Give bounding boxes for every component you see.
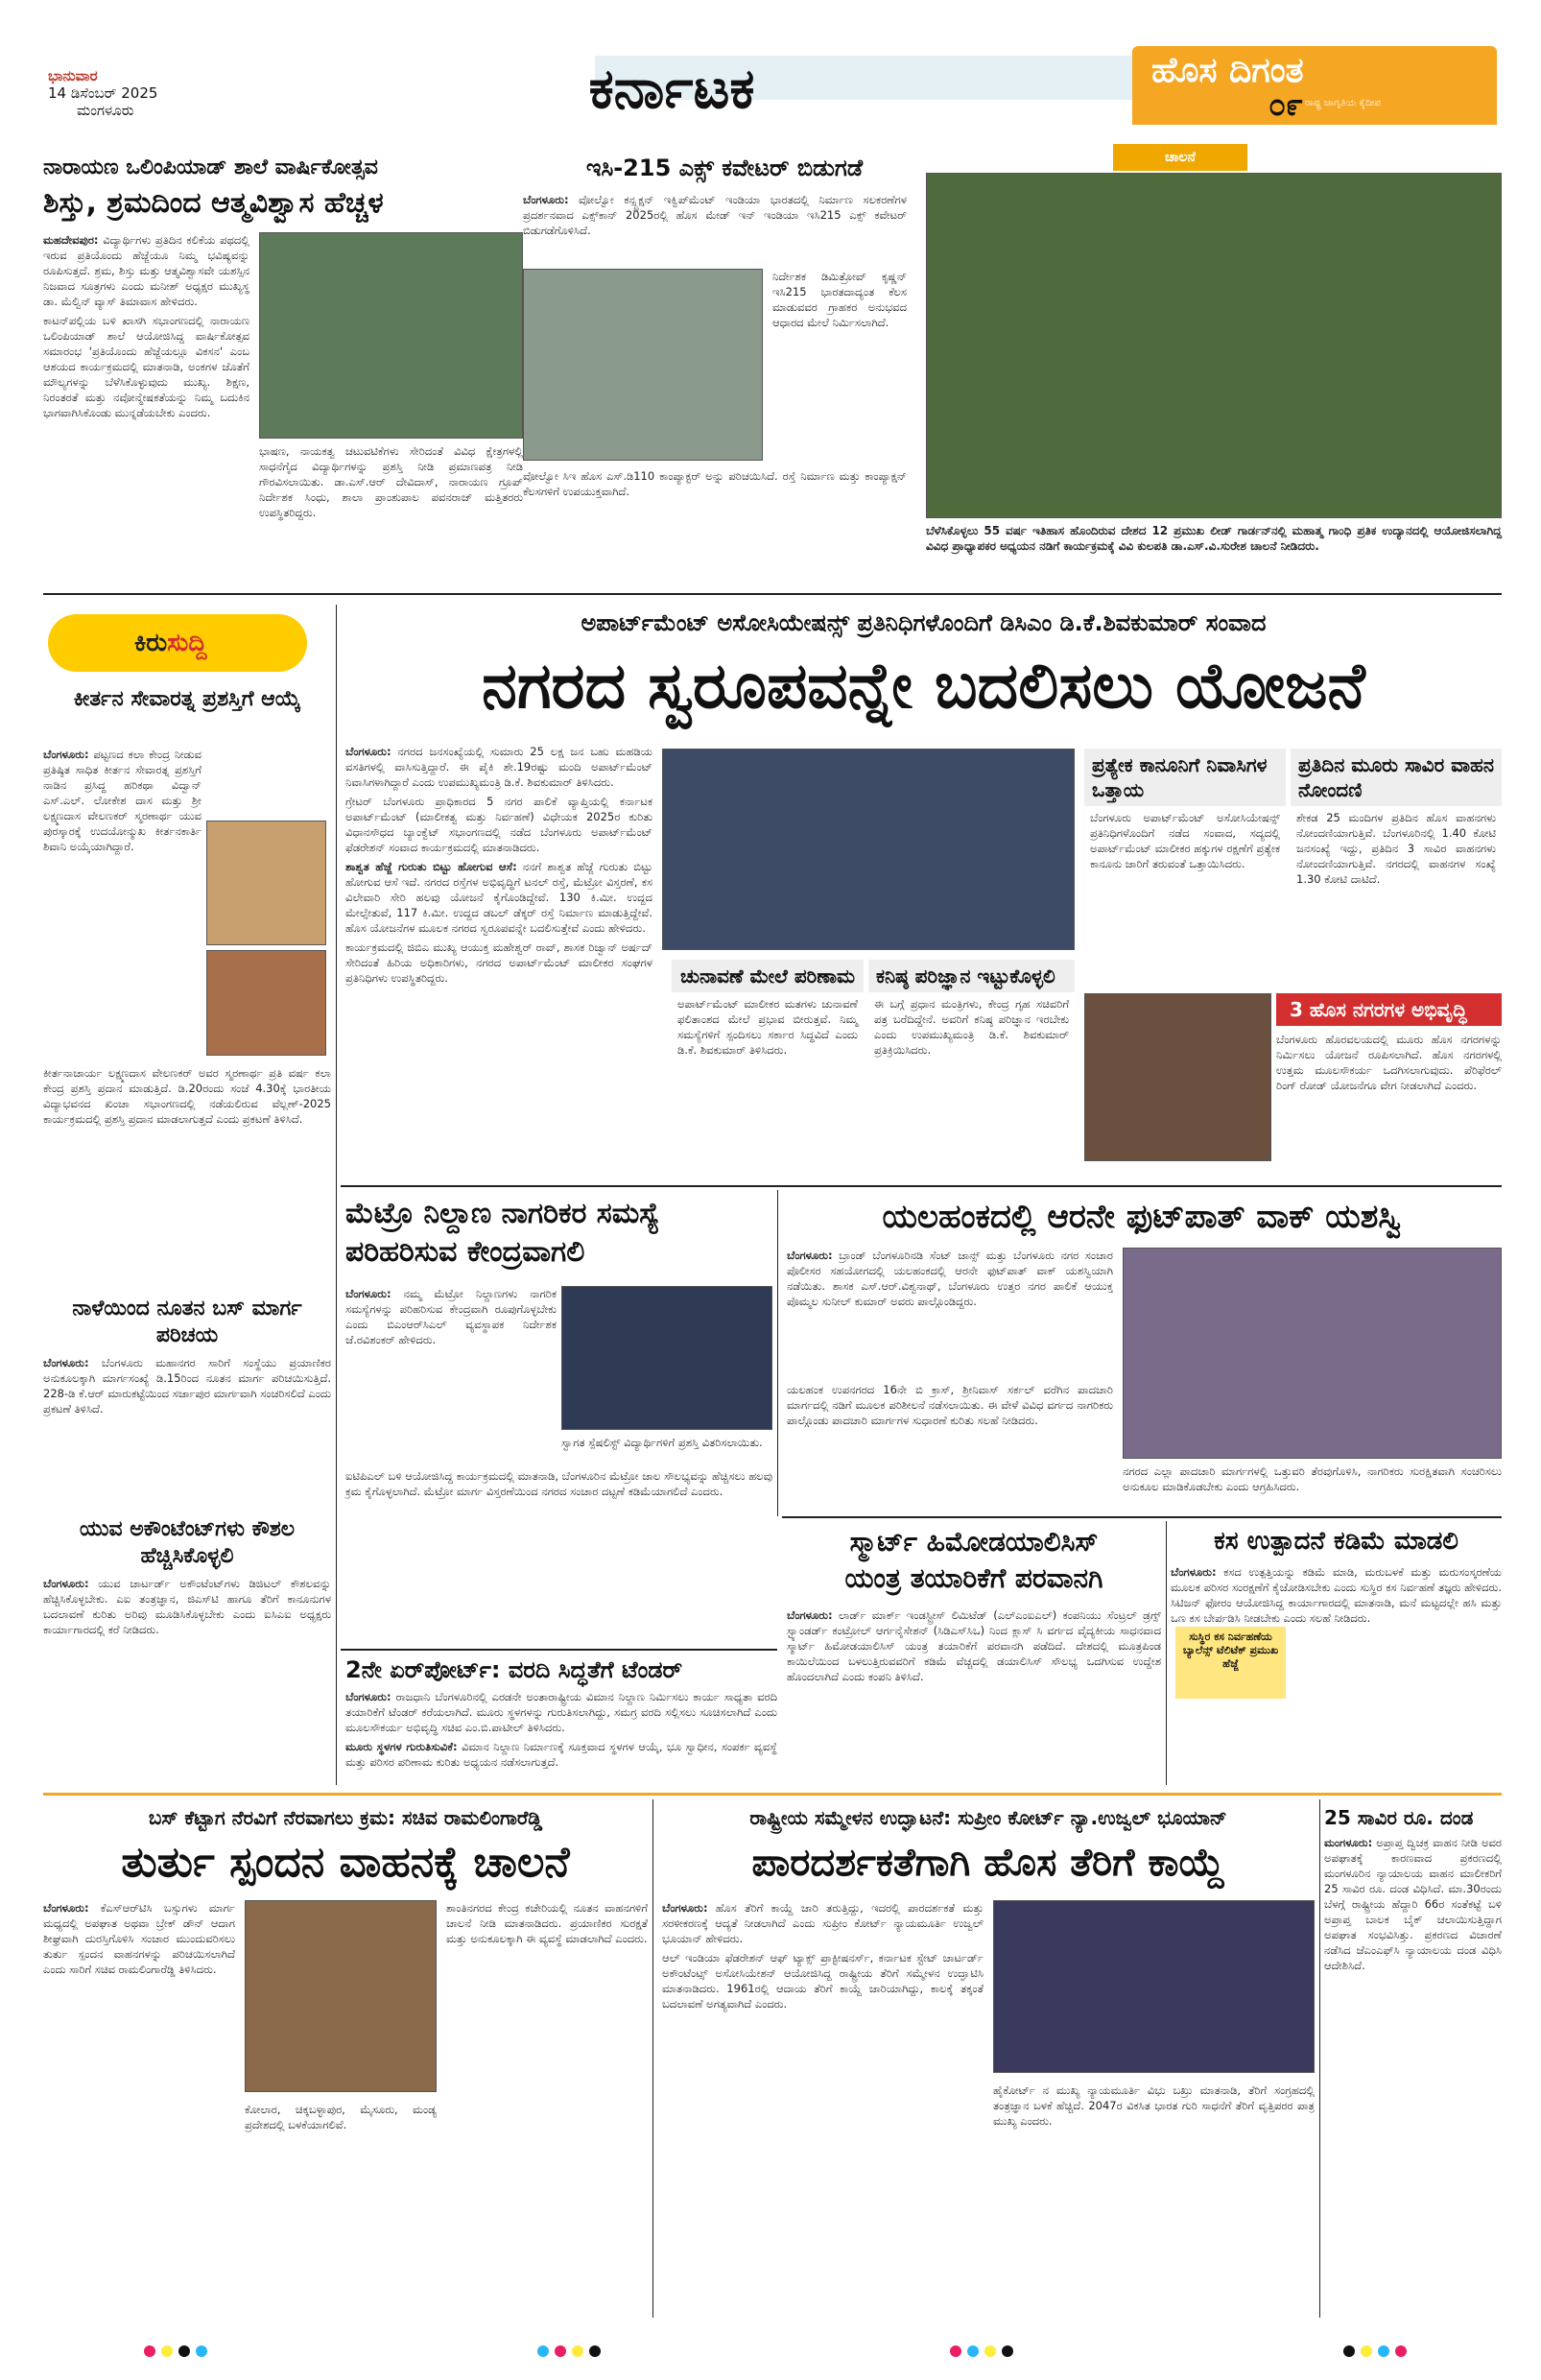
yellow-dot [984,2345,996,2357]
kiru-label-a: ಕಿರು [134,629,168,657]
box4-body: ಈ ಬಗ್ಗೆ ಪ್ರಧಾನ ಮಂತ್ರಿಗಳು, ಕೇಂದ್ರ ಗೃಹ ಸಚಿವರಿಗೆ ಪತ್ರ ಬರೆದಿದ್ದೇನೆ. ಅವರಿಗೆ ಕನಿಷ್ಠ ಪರಿಜ್ಞಾನ ಇರಬೇಕು ಎಂದು ಉಪಮುಖ್ಯಮಂತ್ರಿ ಡಿ.ಕೆ. ಶಿವಕುಮಾರ್ ಪ್ರತಿಕ್ರಿಯಿಸಿದರು. [874,997,1069,1057]
a2-body3: ವೋಲ್ವೋ ಸಿಇ ಹೊಸ ಎಸ್.ಡಿ110 ಕಾಂಪ್ಯಾಕ್ಟರ್ ಅನ್ನು ಪರಿಚಯಿಸಿದೆ. ರಸ್ತೆ ನಿರ್ಮಾಣ ಮತ್ತು ಕಾಂಪ್ಯಾಕ್ಷನ್ ಕೆಲಸಗಳಿಗೆ ಉಪಯುಕ್ತವಾಗಿದೆ. [523,469,907,498]
kiru-label-b: ಸುದ್ದಿ [167,629,207,657]
a9-kicker: ಬಸ್ ಕೆಟ್ಟಾಗ ನೆರವಿಗೆ ನೆರವಾಗಲು ಕ್ರಮ: ಸಚಿವ ರಾಮಲಿಂಗಾರೆಡ್ಡಿ [148,1806,543,1829]
a9-body-wrap [43,1900,235,1977]
a10-body-wrap [662,1900,984,2011]
a4-headline-1: ಮೆಟ್ರೊ ನಿಲ್ದಾಣ ನಾಗರಿಕರ ಸಮಸ್ಯೆ [345,1197,660,1230]
page-number: ೦೯ [1268,86,1303,123]
magenta-dot [144,2345,155,2357]
box5-body: ಬೆಂಗಳೂರು ಹೊರವಲಯದಲ್ಲಿ ಮೂರು ಹೊಸ ನಗರಗಳನ್ನು ನಿರ್ಮಿಸಲು ಯೋಜನೆ ರೂಪಿಸಲಾಗಿದೆ. ಹೊಸ ನಗರಗಳಲ್ಲಿ ಉತ್ತಮ ಮೂಲಸೌಕರ್ಯ ಒದಗಿಸಲಾಗುವುದು. ಪೆರಿಫೆರಲ್ ರಿಂಗ್ ರೋಡ್ ಯೋಜನೆಗೂ ವೇಗ ನೀಡಲಾಗಿದೆ ಎಂದರು. [1276,1033,1502,1092]
a10-kicker: ರಾಷ್ಟ್ರೀಯ ಸಮ್ಮೇಳನ ಉದ್ಘಾಟನೆ: ಸುಪ್ರೀಂ ಕೋರ್ಟ್ ನ್ಯಾ.ಉಜ್ವಲ್ ಭೂಯಾನ್ [749,1806,1227,1829]
a6-headline-2: ಯಂತ್ರ ತಯಾರಿಕೆಗೆ ಪರವಾನಗಿ [844,1562,1103,1594]
k1-dateline: ಬೆಂಗಳೂರು: [43,748,89,761]
a6-dateline: ಬೆಂಗಳೂರು: [787,1608,833,1622]
k1-body1-wrap [43,747,202,854]
a11-body-wrap [1324,1835,1502,1973]
box1 [1084,749,1286,875]
a8-headline: 2ನೇ ಏರ್‌ಪೋರ್ಟ್: ವರದಿ ಸಿದ್ಧತೆಗೆ ಟೆಂಡರ್ [345,1656,683,1683]
box2-body: ಶೇಕಡ 25 ಮಂದಿಗಳ ಪ್ರತಿದಿನ ಹೊಸ ವಾಹನಗಳು ನೋಂದಣಿಯಾಗುತ್ತಿವೆ. ಬೆಂಗಳೂರಿನಲ್ಲಿ 1.40 ಕೋಟಿ ಜನಸಂಖ್ಯೆ ಇದ್ದು, ಪ್ರತಿದಿನ 3 ಸಾವಿರ ವಾಹನಗಳು ನೋಂದಣಿಯಾಗುತ್ತಿವೆ. ನಗರದಲ್ಲಿ ವಾಹನಗಳ ಸಂಖ್ಯೆ 1.30 ಕೋಟಿ ದಾಟಿದೆ. [1296,811,1496,886]
lead-body2: ಗ್ರೇಟರ್ ಬೆಂಗಳೂರು ಪ್ರಾಧಿಕಾರದ 5 ನಗರ ಪಾಲಿಕೆ ವ್ಯಾಪ್ತಿಯಲ್ಲಿ ಕರ್ನಾಟಕ ಅಪಾರ್ಟ್‌ಮೆಂಟ್ (ಮಾಲೀಕತ್ವ ಮತ್ತು ನಿರ್ವಹಣೆ) ವಿಧೇಯಕ 2025ರ ಕುರಿತು ವಿಧಾನಸೌಧದ ಬ್ಯಾಂಕ್ವೆಟ್ ಸಭಾಂಗಣದಲ್ಲಿ ನಡೆದ ಬೆಂಗಳೂರು ಅಪಾರ್ಟ್‌ಮೆಂಟ್ ಫೆಡರೇಶನ್ ಸಂವಾದ ಕಾರ್ಯಕ್ರಮದಲ್ಲಿ ಮಾತನಾಡಿದರು. [345,795,652,854]
k2-head: ನಾಳೆಯಿಂದ ನೂತನ ಬಸ್ ಮಾರ್ಗ ಪರಿಚಯ [72,1297,302,1347]
divider-a6 [1166,1521,1167,1785]
box1-body: ಬೆಂಗಳೂರು ಅಪಾರ್ಟ್‌ಮೆಂಟ್ ಅಸೋಸಿಯೇಷನ್ಸ್ ಪ್ರತಿನಿಧಿಗಳೊಂದಿಗೆ ನಡೆದ ಸಂವಾದ, ಸದ್ಯದಲ್ಲಿ ಅಪಾರ್ಟ್‌ಮೆಂಟ್ ಮಾಲೀಕರ ಹಕ್ಕುಗಳ ರಕ್ಷಣೆಗೆ ಪ್ರತ್ಯೇಕ ಕಾನೂನು ಜಾರಿಗೆ ತರುವಂತೆ ಒತ್ತಾಯಿಸಿದರು. [1090,811,1280,870]
divider-kiru [336,605,337,1785]
a9-dateline: ಬೆಂಗಳೂರು: [43,1901,89,1915]
box2 [1291,749,1502,891]
box3 [672,960,864,1061]
a11-dateline: ಮಂಗಳೂರು: [1324,1836,1373,1849]
divider-top [43,593,1502,595]
masthead-date [48,67,317,119]
black-dot [178,2345,190,2357]
box1-head: ಪ್ರತ್ಯೇಕ ಕಾನೂನಿಗೆ ನಿವಾಸಿಗಳ ಒತ್ತಾಯ [1084,749,1286,806]
k1-photo-1 [206,821,326,945]
k1-photo-2 [206,950,326,1056]
k1-head: ಕೀರ್ತನ ಸೇವಾರತ್ನ ಪ್ರಶಸ್ತಿಗೆ ಆಯ್ಕೆ [73,687,301,711]
a5-body3: ನಗರದ ಎಲ್ಲಾ ಪಾದಚಾರಿ ಮಾರ್ಗಗಳಲ್ಲಿ ಒತ್ತುವರಿ ತೆರವುಗೊಳಿಸಿ, ನಾಗರಿಕರು ಸುರಕ್ಷಿತವಾಗಿ ಸಂಚರಿಸಲು ಅನುಕೂಲ ಮಾಡಿಕೊಡಬೇಕು ಎಂದು ಆಗ್ರಹಿಸಿದರು. [1123,1464,1502,1493]
a10-photo [993,1900,1315,2073]
a1-headline: ಶಿಸ್ತು, ಶ್ರಮದಿಂದ ಆತ್ಮವಿಶ್ವಾಸ ಹೆಚ್ಚಳ [43,186,384,220]
a9-photo [245,1900,437,2092]
a2-body1: ವೋಲ್ವೋ ಕನ್ಸ್ಟ್ರಕ್ಷನ್ ಇಕ್ವಿಪ್‌ಮೆಂಟ್ ಇಂಡಿಯಾ ಭಾರತದಲ್ಲಿ ನಿರ್ಮಾಣ ಸಲಕರಣೆಗಳ ಪ್ರದರ್ಶನವಾದ ಎಕ್ಸ್‌ಕಾನ್ 2025ರಲ್ಲಿ ಹೊಸ ಮೇಡ್ ಇನ್ ಇಂಡಿಯಾ ಇಸಿ215 ಎಕ್ಸ್ ಕವೇಟರ್ ಬಿಡುಗಡೆಗೊಳಿಸಿದೆ. [523,193,907,237]
a7-body: ಕಸದ ಉತ್ಪತ್ತಿಯನ್ನು ಕಡಿಮೆ ಮಾಡಿ, ಮರುಬಳಕೆ ಮತ್ತು ಮರುಸಂಸ್ಕರಣೆಯ ಮೂಲಕ ಪರಿಸರ ಸಂರಕ್ಷಣೆಗೆ ಕೈಜೋಡಿಸಬೇಕು ಎಂದು ಸುಸ್ಥಿರ ಕಸ ನಿರ್ವಹಣೆ ತಜ್ಞರು ಹೇಳಿದರು. ಸಿಟಿಜನ್ ಫೋರಂ ಆಯೋಜಿಸಿದ್ದ ಕಾರ್ಯಾಗಾರದಲ್ಲಿ ಮಾತನಾಡಿ, ಮನೆ ಮಟ್ಟದಲ್ಲೇ ಹಸಿ ಮತ್ತು ಒಣ ಕಸ ಬೇರ್ಪಡಿಸಿ ನೀಡಬೇಕು ಎಂದು ಸಲಹೆ ನೀಡಿದರು. [1171,1565,1503,1625]
lead-body4: ಕಾರ್ಯಕ್ರಮದಲ್ಲಿ ಜಿಬಿಎ ಮುಖ್ಯ ಆಯುಕ್ತ ಮಹೇಶ್ವರ್ ರಾವ್, ಶಾಸಕ ರಿಜ್ವಾನ್ ಅರ್ಷದ್ ಸೇರಿದಂತೆ ಹಿರಿಯ ಅಧಿಕಾರಿಗಳು, ನಗರದ ಅಪಾರ್ಟ್‌ಮೆಂಟ್ ಮಾಲೀಕರ ಸಂಘಗಳ ಪ್ರತಿನಿಧಿಗಳು ಉಪಸ್ಥಿತರಿದ್ದರು. [345,940,652,985]
a8-body: ರಾಜಧಾನಿ ಬೆಂಗಳೂರಿನಲ್ಲಿ ಎರಡನೇ ಅಂತಾರಾಷ್ಟ್ರೀಯ ವಿಮಾನ ನಿಲ್ದಾಣ ನಿರ್ಮಿಸಲು ಕಾರ್ಯ ಸಾಧ್ಯತಾ ವರದಿ ತಯಾರಿಕೆಗೆ ಟೆಂಡರ್ ಕರೆಯಲಾಗಿದೆ. ಮೂರು ಸ್ಥಳಗಳನ್ನು ಗುರುತಿಸಲಾಗಿದ್ದು, ಸಮಗ್ರ ವರದಿ ಸಲ್ಲಿಸಲು ಸೂಚಿಸಲಾಗಿದೆ ಎಂದು ಮೂಲಸೌಕರ್ಯ ಅಭಿವೃದ್ಧಿ ಸಚಿವ ಎಂ.ಬಿ.ಪಾಟೀಲ್ ತಿಳಿಸಿದರು. [345,1690,778,1734]
a4-caption: ಸ್ವಾಗತ ಸ್ಪೆಷಲಿಸ್ಟ್ ವಿದ್ಯಾರ್ಥಿಗಳಿಗೆ ಪ್ರಶಸ್ತಿ ವಿತರಿಸಲಾಯಿತು. [561,1436,763,1449]
a2-body2: ನಿರ್ದೇಶಕ ಡಿಮಿತ್ರೋವ್ ಕೃಷ್ಣನ್ ಇಸಿ215 ಭಾರತದಾದ್ಯಂತ ಕೆಲಸ ಮಾಡುವವರ ಗ್ರಾಹಕರ ಅನುಭವದ ಆಧಾರದ ಮೇಲೆ ನಿರ್ಮಿಸಲಾಗಿದೆ. [772,270,907,329]
a1-body-col1 [43,232,249,420]
k3-body-wrap [43,1576,331,1637]
k3-body: ಯುವ ಚಾರ್ಟರ್ಡ್ ಅಕೌಂಟೆಂಟ್‌ಗಳು ಡಿಜಿಟಲ್ ಕೌಶಲವನ್ನು ಹೆಚ್ಚಿಸಿಕೊಳ್ಳಬೇಕು. ಎಐ ತಂತ್ರಜ್ಞಾನ, ಜಿಎಸ್‌ಟಿ ಹಾಗೂ ತೆರಿಗೆ ಕಾನೂನುಗಳ ಬದಲಾವಣೆ ಕುರಿತು ಅರಿವು ಮೂಡಿಸಿಕೊಳ್ಳಬೇಕು ಎಂದು ಐಸಿಎಐ ಅಧ್ಯಕ್ಷರು ಕಾರ್ಯಾಗಾರದಲ್ಲಿ ಕರೆ ನೀಡಿದರು. [43,1577,331,1636]
a10-body3: ಹೈಕೋರ್ಟ್ ನ ಮುಖ್ಯ ನ್ಯಾಯಮೂರ್ತಿ ವಿಭು ಬಖ್ರು ಮಾತನಾಡಿ, ತೆರಿಗೆ ಸಂಗ್ರಹದಲ್ಲಿ ತಂತ್ರಜ್ಞಾನ ಬಳಕೆ ಹೆಚ್ಚಿದೆ. 2047ರ ವಿಕಸಿತ ಭಾರತ ಗುರಿ ಸಾಧನೆಗೆ ತೆರಿಗೆ ವೃತ್ತಿಪರರ ಪಾತ್ರ ಮುಖ್ಯ ಎಂದರು. [993,2083,1315,2128]
divider-a4 [777,1190,778,1516]
box5-head: 3 ಹೊಸ ನಗರಗಳ ಅಭಿವೃದ್ಧಿ [1276,993,1502,1026]
logo-text: ಹೊಸ ದಿಗಂತ [1151,51,1304,90]
a10-dateline: ಬೆಂಗಳೂರು: [662,1901,708,1915]
masthead-city: ಮಂಗಳೂರು [77,102,134,119]
a11-headline: 25 ಸಾವಿರ ರೂ. ದಂಡ [1324,1806,1474,1829]
black-dot [1002,2345,1013,2357]
cyan-dot [1378,2345,1389,2357]
k3-dateline: ಬೆಂಗಳೂರು: [43,1577,89,1590]
a5-dateline: ಬೆಂಗಳೂರು: [787,1249,833,1262]
a7-body-wrap [1171,1564,1502,1626]
a7-tag: ಸುಸ್ಥಿರ ಕಸ ನಿರ್ವಹಣೆಯ ಬ್ಯಾಲೆನ್ಸ್ ಟೆಲಿಟೆಕ್ ಪ್ರಮುಖ ಹೆಜ್ಜೆ [1175,1627,1286,1699]
divider-a8 [341,1649,777,1651]
a1-body2: ಕಾಟನ್‌ಪಲ್ಲಿಯ ಬಳಿ ಖಾಸಗಿ ಸಭಾಂಗಣದಲ್ಲಿ ನಾರಾಯಣ ಒಲಿಂಪಿಯಾಡ್ ಶಾಲೆ ಆಯೋಜಿಸಿದ್ದ ವಾರ್ಷಿಕೋತ್ಸವ ಸಮಾರಂಭ 'ಪ್ರತಿಯೊಂದು ಹೆಜ್ಜೆಯಲ್ಲೂ ವಿಕಸನ' ಎಂಬ ಆಶಯದ ಕಾರ್ಯಕ್ರಮದಲ್ಲಿ ಮಾತನಾಡಿ, ಅಂಕಗಳ ಜೊತೆಗೆ ಮೌಲ್ಯಗಳನ್ನು ಬೆಳೆಸಿಕೊಳ್ಳುವುದು ಮುಖ್ಯ. ಶಿಕ್ಷಣ, ನಿರಂತರತೆ ಮತ್ತು ನವೋನ್ಮೇಷಕತೆಯನ್ನು ನಿಮ್ಮ ಬದುಕಿನ ಭಾಗವಾಗಿಸಿಕೊಂಡು ಮುನ್ನಡೆಯಬೇಕು ಎಂದರು. [43,314,249,419]
magenta-dot [1395,2345,1407,2357]
black-dot [589,2345,601,2357]
a2-body1-wrap [523,192,907,238]
a3-photo [926,173,1502,518]
divider-a9 [652,1799,653,2318]
a1-photo [259,232,523,439]
magenta-dot [555,2345,566,2357]
a5-photo [1123,1248,1502,1459]
a10-body2: ಆಲ್ ಇಂಡಿಯಾ ಫೆಡರೇಶನ್ ಆಫ್ ಟ್ಯಾಕ್ಸ್ ಪ್ರಾಕ್ಟೀಷನರ್ಸ್, ಕರ್ನಾಟಕ ಸ್ಟೇಟ್ ಚಾರ್ಟರ್ಡ್ ಅಕೌಂಟೆಂಟ್ಸ್ ಅಸೋಸಿಯೇಶನ್ ಆಯೋಜಿಸಿದ್ದ ರಾಷ್ಟ್ರೀಯ ತೆರಿಗೆ ಸಮ್ಮೇಳನ ಉದ್ಘಾಟಿಸಿ ಮಾತನಾಡಿದರು. 1961ರಲ್ಲಿ ಆದಾಯ ತೆರಿಗೆ ಕಾಯ್ದೆ ಜಾರಿಯಾಗಿದ್ದು, ಕಾಲಕ್ಕೆ ತಕ್ಕಂತೆ ಬದಲಾವಣೆ ಅಗತ್ಯವಾಗಿದೆ ಎಂದರು. [662,1951,984,2011]
lead-dateline: ಬೆಂಗಳೂರು: [345,745,391,758]
lead-body3: ನನಗೆ ಶಾಶ್ವತ ಹೆಜ್ಜೆ ಗುರುತು ಬಿಟ್ಟು ಹೋಗುವ ಆಸೆ ಇದೆ. ನಗರದ ರಸ್ತೆಗಳ ಅಭಿವೃದ್ಧಿಗೆ ಟನಲ್ ರಸ್ತೆ, ಮೆಟ್ರೋ ವಿಸ್ತರಣೆ, ಕಸ ವಿಲೇವಾರಿ ಸೇರಿ ಹಲವು ಯೋಜನೆ ಕೈಗೊಂಡಿದ್ದೇವೆ. 130 ಕಿ.ಮೀ. ಉದ್ದದ ಮೇಲ್ಸೇತುವೆ, 117 ಕಿ.ಮೀ. ಉದ್ದದ ಡಬಲ್ ಡೆಕ್ಕರ್ ರಸ್ತೆ ನಿರ್ಮಾಣ ಮಾಡುತ್ತಿದ್ದೇವೆ. ಹೊಸ ಯೋಜನೆಗಳ ಮೂಲಕ ನಗರದ ಸ್ವರೂಪವನ್ನೇ ಬದಲಿಸುತ್ತೇವೆ ಎಂದು ಹೇಳಿದರು. [345,860,652,935]
a6-body: ಲಾರ್ಡ್ ಮಾರ್ಕ್ ಇಂಡಸ್ಟ್ರೀಸ್ ಲಿಮಿಟೆಡ್ (ಎಲ್‌ಎಂಐಎಲ್) ಕಂಪನಿಯು ಸೆಂಟ್ರಲ್ ಡ್ರಗ್ಸ್ ಸ್ಟ್ಯಾಂಡರ್ಡ್ ಕಂಟ್ರೋಲ್ ಆರ್ಗನೈಸೇಶನ್ (ಸಿಡಿಎಸ್‌ಸಿಒ) ನಿಂದ ಕ್ಲಾಸ್ ಸಿ ವರ್ಗದ ವೈದ್ಯಕೀಯ ಸಾಧನವಾದ ಸ್ಮಾರ್ಟ್ ಹಿಮೋಡಯಾಲಿಸಿಸ್ ಯಂತ್ರ ತಯಾರಿಕೆಗೆ ಪರವಾನಗಿ ಪಡೆದಿದೆ. ದೇಶದಲ್ಲಿ ಮೂತ್ರಪಿಂಡ ಕಾಯಿಲೆಯಿಂದ ಬಳಲುತ್ತಿರುವವರಿಗೆ ಕಡಿಮೆ ವೆಚ್ಚದಲ್ಲಿ ಡಯಾಲಿಸಿಸ್ ಸೌಲಭ್ಯ ಒದಗಿಸುವ ಉದ್ದೇಶ ಹೊಂದಲಾಗಿದೆ ಎಂದು ಕಂಪನಿ ತಿಳಿಸಿದೆ. [787,1608,1161,1683]
a3-tag: ಚಾಲನೆ [1113,144,1247,171]
a4-body-wrap [345,1286,557,1347]
a5-body1: ಬ್ರಾಂಡ್ ಬೆಂಗಳೂರಿನಡಿ ಸೆಂಟ್ ಜಾನ್ಸ್ ಮತ್ತು ಬೆಂಗಳೂರು ನಗರ ಸಂಚಾರ ಪೊಲೀಸರ ಸಹಯೋಗದಲ್ಲಿ ಯಲಹಂಕದಲ್ಲಿ ಆರನೇ ಫುಟ್‌ಪಾತ್ ವಾಕ್ ಯಶಸ್ವಿಯಾಗಿ ನಡೆಯಿತು. ಶಾಸಕ ಎಸ್.ಆರ್.ವಿಶ್ವನಾಥ್, ಬೆಂಗಳೂರು ಉತ್ತರ ನಗರ ಪಾಲಿಕೆ ಆಯುಕ್ತ ಪೊಮ್ಮಲ ಸುನೀಲ್ ಕುಮಾರ್ ಅವರು ಪಾಲ್ಗೊಂಡಿದ್ದರು. [787,1249,1113,1308]
k1-body2: ಕೀರ್ತನಾಚಾರ್ಯ ಲಕ್ಷ್ಮಣದಾಸ ವೇಲಣಕರ್ ಅವರ ಸ್ಮರಣಾರ್ಥ ಪ್ರತಿ ವರ್ಷ ಕಲಾ ಕೇಂದ್ರ ಪ್ರಶಸ್ತಿ ಪ್ರದಾನ ಮಾಡುತ್ತಿದೆ. ಡಿ.20ರಂದು ಸಂಜೆ 4.30ಕ್ಕೆ ಭಾರತೀಯ ವಿದ್ಯಾಭವನದ ಖಿಂಚಾ ಸಭಾಂಗಣದಲ್ಲಿ ನಡೆಯಲಿರುವ ವೆಲ್ಲಣ್-2025 ಕಾರ್ಯಕ್ರಮದಲ್ಲಿ ಪ್ರಶಸ್ತಿ ಪ್ರದಾನ ಮಾಡಲಾಗುತ್ತದೆ ಎಂದು ಪ್ರಕಟಣೆ ತಿಳಿಸಿದೆ. [43,1066,331,1126]
a4-body2: ಐಟಿಪಿಎಲ್ ಬಳಿ ಆಯೋಜಿಸಿದ್ದ ಕಾರ್ಯಕ್ರಮದಲ್ಲಿ ಮಾತನಾಡಿ, ಬೆಂಗಳೂರಿನ ಮೆಟ್ರೋ ಜಾಲ ಸೌಲಭ್ಯವನ್ನು ಹೆಚ್ಚಿಸಲು ಹಲವು ಕ್ರಮ ಕೈಗೊಳ್ಳಲಾಗಿದೆ. ಮೆಟ್ರೋ ಮಾರ್ಗ ವಿಸ್ತರಣೆಯಿಂದ ನಗರದ ಸಂಚಾರ ದಟ್ಟಣೆ ಕಡಿಮೆಯಾಗಲಿದೆ ಎಂದರು. [345,1469,772,1498]
a1-body3: ಭಾಷಣ, ನಾಯಕತ್ವ ಚಟುವಟಿಕೆಗಳು ಸೇರಿದಂತೆ ವಿವಿಧ ಕ್ಷೇತ್ರಗಳಲ್ಲಿ ಸಾಧನೆಗೈದ ವಿದ್ಯಾರ್ಥಿಗಳನ್ನು ಪ್ರಶಸ್ತಿ ನೀಡಿ ಪ್ರಮಾಣಪತ್ರ ನೀಡಿ ಗೌರವಿಸಲಾಯಿತು. ಡಾ.ಎಸ್.ಆರ್ ದೇವಿದಾಸ್, ನಾರಾಯಣ ಗ್ರೂಪ್ ನಿರ್ದೇಶಕ ಸಿಂಧು, ಶಾಲಾ ಪ್ರಾಂಶುಪಾಲ ಪವನರಾಜ್ ಮತ್ತಿತರರು ಉಪಸ್ಥಿತರಿದ್ದರು. [259,444,523,519]
a5-body-wrap [787,1248,1113,1309]
divider-a5 [782,1516,1502,1518]
a9-caption: ಕೋಲಾರ, ಚಿಕ್ಕಬಳ್ಳಾಪುರ, ಮೈಸೂರು, ಮಂಡ್ಯ ಪ್ರದೇಶದಲ್ಲಿ ಬಳಕೆಯಾಗಲಿವೆ. [245,2103,437,2131]
a4-body1: ನಮ್ಮ ಮೆಟ್ರೋ ನಿಲ್ದಾಣಗಳು ನಾಗರಿಕ ಸಮಸ್ಯೆಗಳನ್ನು ಪರಿಹರಿಸುವ ಕೇಂದ್ರವಾಗಿ ರೂಪುಗೊಳ್ಳಬೇಕು ಎಂದು ಬಿಎಂಆರ್‌ಸಿಎಲ್ ವ್ಯವಸ್ಥಾಪಕ ನಿರ್ದೇಶಕ ಜೆ.ರವಿಶಂಕರ್ ಹೇಳಿದರು. [345,1287,557,1346]
a9-body1: ಕೆಎಸ್‌ಆರ್‌ಟಿಸಿ ಬಸ್ಸುಗಳು ಮಾರ್ಗ ಮಧ್ಯದಲ್ಲಿ ಅಪಘಾತ ಅಥವಾ ಬ್ರೇಕ್ ಡೌನ್ ಆದಾಗ ಶೀಘ್ರವಾಗಿ ದುರಸ್ತಿಗೊಳಿಸಿ ಸಂಚಾರ ಮುಂದುವರಿಸಲು ತುರ್ತು ಸ್ಪಂದನ ವಾಹನಗಳನ್ನು ಪರಿಚಯಿಸಲಾಗಿದೆ ಎಂದು ಸಾರಿಗೆ ಸಚಿವ ರಾಮಲಿಂಗಾರೆಡ್ಡಿ ತಿಳಿಸಿದರು. [43,1901,235,1976]
a10-headline: ಪಾರದರ್ಶಕತೆಗಾಗಿ ಹೊಸ ತೆರಿಗೆ ಕಾಯ್ದೆ [751,1841,1225,1885]
cyan-dot [967,2345,979,2357]
lead-body1: ನಗರದ ಜನಸಂಖ್ಯೆಯಲ್ಲಿ ಸುಮಾರು 25 ಲಕ್ಷ ಜನ ಬಹು ಮಹಡಿಯ ವಸತಿಗಳಲ್ಲಿ ವಾಸಿಸುತ್ತಿದ್ದಾರೆ. ಈ ಪೈಕಿ ಶೇ.19ರಷ್ಟು ಮಂದಿ ಅಪಾರ್ಟ್‌ಮೆಂಟ್ ನಿವಾಸಿಗಳಾಗಿದ್ದಾರೆ ಎಂದು ಉಪಮುಖ್ಯಮಂತ್ರಿ ಡಿ.ಕೆ. ಶಿವಕುಮಾರ್ ತಿಳಿಸಿದರು. [345,745,652,789]
lead-headline: ನಗರದ ಸ್ವರೂಪವನ್ನೇ ಬದಲಿಸಲು ಯೋಜನೆ [482,649,1365,723]
cyan-dot [537,2345,549,2357]
k1-body1: ಪಟ್ಟಣದ ಕಲಾ ಕೇಂದ್ರ ನೀಡುವ ಪ್ರತಿಷ್ಠಿತ ಸಾಧಿತ ಕೀರ್ತನ ಸೇವಾರತ್ನ ಪ್ರಶಸ್ತಿಗೆ ನಾಡಿನ ಪ್ರಸಿದ್ಧ ಹರಿಕಥಾ ವಿದ್ವಾನ್ ಎಸ್.ಎಲ್. ಲೋಕೇಶ ದಾಸ ಮತ್ತು ಶ್ರೀ ಲಕ್ಷ್ಮಣದಾಸ ವೇಲಣಕರ್ ಸ್ಮರಣಾರ್ಥ ಯುವ ಪುರಸ್ಕಾರಕ್ಕೆ ಉದಯೋನ್ಮುಖ ಕೀರ್ತನಕಾರ್ತಿ ಶಿವಾನಿ ಅಯ್ಕೆಯಾಗಿದ್ದಾರೆ. [43,748,202,853]
a8-dateline: ಬೆಂಗಳೂರು: [345,1690,391,1703]
k2-body-wrap [43,1355,331,1416]
kiru-suddi-label [48,614,307,672]
a2-dateline: ಬೆಂಗಳೂರು: [523,193,569,206]
a4-dateline: ಬೆಂಗಳೂರು: [345,1287,391,1300]
a9-body2: ಶಾಂತಿನಗರದ ಕೇಂದ್ರ ಕಚೇರಿಯಲ್ಲಿ ನೂತನ ವಾಹನಗಳಿಗೆ ಚಾಲನೆ ನೀಡಿ ಮಾತನಾಡಿದರು. ಪ್ರಯಾಣಿಕರ ಸುರಕ್ಷತೆ ಮತ್ತು ಅನುಕೂಲಕ್ಕಾಗಿ ಈ ವ್ಯವಸ್ಥೆ ಮಾಡಲಾಗಿದೆ ಎಂದರು. [446,1901,648,1945]
lead-body-col [345,744,652,986]
divider-bottom [43,1793,1502,1796]
lead-sub1: ಶಾಶ್ವತ ಹೆಜ್ಜೆ ಗುರುತು ಬಿಟ್ಟು ಹೋಗುವ ಆಸೆ: [345,860,517,873]
a7-headline: ಕಸ ಉತ್ಪಾದನೆ ಕಡಿಮೆ ಮಾಡಲಿ [1214,1527,1458,1556]
masthead-day: ಭಾನುವಾರ [48,67,98,84]
k3-head: ಯುವ ಅಕೌಂಟೆಂಟ್‌ಗಳು ಕೌಶಲ ಹೆಚ್ಚಿಸಿಕೊಳ್ಳಲಿ [79,1517,296,1568]
k2-dateline: ಬೆಂಗಳೂರು: [43,1356,89,1369]
registration-marks [0,2345,1541,2357]
logo-tagline: ರಾಷ್ಟ್ರ ಜಾಗೃತಿಯ ಕೈದೀಪ [1305,98,1381,108]
lead-kicker: ಅಪಾರ್ಟ್‌ಮೆಂಟ್ ಅಸೋಸಿಯೇಷನ್ಸ್ ಪ್ರತಿನಿಧಿಗಳೊಂದಿಗೆ ಡಿಸಿಎಂ ಡಿ.ಕೆ.ಶಿವಕುಮಾರ್ ಸಂವಾದ [581,609,1267,636]
masthead-date-text: 14 ಡಿಸೆಂಬರ್ 2025 [48,84,158,102]
a4-headline-2: ಪರಿಹರಿಸುವ ಕೇಂದ್ರವಾಗಲಿ [345,1235,585,1269]
box3-body: ಅಪಾರ್ಟ್‌ಮೆಂಟ್ ಮಾಲೀಕರ ಮತಗಳು ಚುನಾವಣೆ ಫಲಿತಾಂಶದ ಮೇಲೆ ಪ್ರಭಾವ ಬೀರುತ್ತವೆ. ನಿಮ್ಮ ಸಮಸ್ಯೆಗಳಿಗೆ ಸ್ಪಂದಿಸಲು ಸರ್ಕಾರ ಸಿದ್ಧವಿದೆ ಎಂದು ಡಿ.ಕೆ. ಶಿವಕುಮಾರ್ ತಿಳಿಸಿದರು. [677,997,858,1057]
a1-kicker: ನಾರಾಯಣ ಒಲಿಂಪಿಯಾಡ್ ಶಾಲೆ ವಾರ್ಷಿಕೋತ್ಸವ [43,155,378,179]
section-title: ಕರ್ನಾಟಕ [588,56,755,121]
yellow-dot [161,2345,173,2357]
yellow-dot [572,2345,583,2357]
box2-head: ಪ್ರತಿದಿನ ಮೂರು ಸಾವಿರ ವಾಹನ ನೋಂದಣಿ [1291,749,1502,806]
a3-caption: ಬೆಳೆಸಿಕೊಳ್ಳಲು 55 ವರ್ಷ ಇತಿಹಾಸ ಹೊಂದಿರುವ ದೇಶದ 12 ಪ್ರಮುಖ ಲೀಡ್ ಗಾರ್ಡನ್‌ನಲ್ಲಿ ಮಹಾತ್ಮ ಗಾಂಧಿ ಪ್ರತಿಕ ಉದ್ಯಾನದಲ್ಲಿ ಆಯೋಜಿಸಲಾಗಿದ್ದ ವಿವಿಧ ಪ್ರಾಧ್ಯಾಪಕರ ಅಧ್ಯಯನ ನಡಿಗೆ ಕಾರ್ಯಕ್ರಮಕ್ಕೆ ವಿವಿ ಕುಲಪತಿ ಡಾ.ಎಸ್.ವಿ.ಸುರೇಶ ಚಾಲನೆ ನೀಡಿದರು. [926,524,1502,553]
a5-headline: ಯಲಹಂಕದಲ್ಲಿ ಆರನೇ ಫುಟ್‌ಪಾತ್ ವಾಕ್ ಯಶಸ್ವಿ [882,1198,1402,1236]
divider-mid [341,1185,1502,1187]
a1-body1: ವಿದ್ಯಾರ್ಥಿಗಳು ಪ್ರತಿದಿನ ಕಲಿಕೆಯ ಪಥದಲ್ಲಿ ಇರುವ ಪ್ರತಿಯೊಂದು ಹೆಜ್ಜೆಯೂ ನಿಮ್ಮ ಭವಿಷ್ಯವನ್ನು ರೂಪಿಸುತ್ತದೆ. ಶ್ರಮ, ಶಿಸ್ತು ಮತ್ತು ಆತ್ಮವಿಶ್ವಾಸವೇ ಯಶಸ್ಸಿನ ನಿಜವಾದ ಸೂತ್ರಗಳು ಎಂದು ಮನೀಶ್ ಅಧ್ಯಕ್ಷರ ಮುಖ್ಯಸ್ಥ ಡಾ. ಮೆಲ್ವಿನ್ ವ್ಯಾಸ್ ತಿಮಾವಾಸ ಹೇಳಿದರು. [43,233,250,308]
cyan-dot [196,2345,207,2357]
box4-head: ಕನಿಷ್ಠ ಪರಿಜ್ಞಾನ ಇಟ್ಟುಕೊಳ್ಳಲಿ [868,960,1075,992]
a2-headline: ಇಸಿ-215 ಎಕ್ಸ್ ಕವೇಟರ್ ಬಿಡುಗಡೆ [585,155,864,181]
k2-body: ಬೆಂಗಳೂರು ಮಹಾನಗರ ಸಾರಿಗೆ ಸಂಸ್ಥೆಯು ಪ್ರಯಾಣಿಕರ ಅನುಕೂಲಕ್ಕಾಗಿ ಮಾರ್ಗಸಂಖ್ಯೆ ಡಿ.15ರಿಂದ ನೂತನ ಮಾರ್ಗ ಪರಿಚಯಿಸುತ್ತಿದೆ. 228-ಡಿ ಕೆ.ಆರ್ ಮಾರುಕಟ್ಟೆಯಿಂದ ಸರ್ಜಾಪುರ ಮಾರ್ಗವಾಗಿ ಸಂಚರಿಸಲಿದೆ ಎಂದು ಪ್ರಕಟಣೆ ತಿಳಿಸಿದೆ. [43,1356,332,1416]
box4 [868,960,1075,1061]
a11-body: ಅಪ್ರಾಪ್ತ ದ್ವಿಚಕ್ರ ವಾಹನ ನೀಡಿ ಅವರ ಅಪಘಾತಕ್ಕೆ ಕಾರಣವಾದ ಪ್ರಕರಣದಲ್ಲಿ ಮಂಗಳೂರಿನ ನ್ಯಾಯಾಲಯ ವಾಹನ ಮಾಲೀಕರಿಗೆ 25 ಸಾವಿರ ರೂ. ದಂಡ ವಿಧಿಸಿದೆ. ಮಾ.30ರಂದು ಬೆಳಗ್ಗೆ ರಾಷ್ಟ್ರೀಯ ಹೆದ್ದಾರಿ 66ರ ಸಂತೆಕಟ್ಟೆ ಬಳಿ ಅಪ್ರಾಪ್ತ ಬಾಲಕ ಬೈಕ್ ಚಲಾಯಿಸುತ್ತಿದ್ದಾಗ ಅಪಘಾತ ಸಂಭವಿಸಿತ್ತು. ಪ್ರಕರಣದ ವಿಚಾರಣೆ ನಡೆಸಿದ ಜೆಎಂಎಫ್‌ಸಿ ನ್ಯಾಯಾಲಯ ದಂಡ ವಿಧಿಸಿ ಆದೇಶಿಸಿದೆ. [1324,1836,1502,1972]
a7-dateline: ಬೆಂಗಳೂರು: [1171,1565,1217,1579]
box5-photo [1084,993,1271,1161]
a5-body2: ಯಲಹಂಕ ಉಪನಗರದ 16ನೇ ಬಿ ಕ್ರಾಸ್, ಶ್ರೀನಿವಾಸ್ ಸರ್ಕಲ್ ವರೆಗಿನ ಪಾದಚಾರಿ ಮಾರ್ಗದಲ್ಲಿ ನಡಿಗೆ ಮೂಲಕ ಪರಿಶೀಲನೆ ನಡೆಸಲಾಯಿತು. ಈ ವೇಳೆ ವಿವಿಧ ವರ್ಗದ ನಾಗರಿಕರು ಪಾಲ್ಗೊಂಡು ಪಾದಚಾರಿ ಮಾರ್ಗಗಳ ಸುಧಾರಣೆ ಕುರಿತು ಸಲಹೆ ನೀಡಿದರು. [787,1383,1113,1427]
yellow-dot [1361,2345,1372,2357]
lead-photo [662,749,1075,950]
a2-photo [523,269,763,461]
a1-dateline: ಮಹದೇವಪುರ: [43,233,99,247]
a8-body-wrap [345,1689,777,1770]
a4-photo [561,1286,772,1430]
a6-body-wrap [787,1607,1161,1684]
black-dot [1343,2345,1355,2357]
divider-a10 [1319,1799,1320,2318]
a9-headline: ತುರ್ತು ಸ್ಪಂದನ ವಾಹನಕ್ಕೆ ಚಾಲನೆ [121,1838,570,1887]
a8-sub: ಮೂರು ಸ್ಥಳಗಳ ಗುರುತಿಸುವಿಕೆ: [345,1740,458,1753]
a6-headline-1: ಸ್ಮಾರ್ಟ್ ಹಿಮೋಡಯಾಲಿಸಿಸ್ [849,1526,1099,1558]
a10-body1: ಹೊಸ ತೆರಿಗೆ ಕಾಯ್ದೆ ಜಾರಿ ತರುತ್ತಿದ್ದು, ಇದರಲ್ಲಿ ಪಾರದರ್ಶಕತೆ ಮತ್ತು ಸರಳೀಕರಣಕ್ಕೆ ಆದ್ಯತೆ ನೀಡಲಾಗಿದೆ ಎಂದು ಸುಪ್ರೀಂ ಕೋರ್ಟ್ ನ್ಯಾಯಮೂರ್ತಿ ಉಜ್ವಲ್ ಭೂಯಾನ್ ಹೇಳಿದರು. [662,1901,984,1945]
magenta-dot [950,2345,961,2357]
box3-head: ಚುನಾವಣೆ ಮೇಲೆ ಪರಿಣಾಮ [672,960,864,992]
a8-body2: ವಿಮಾನ ನಿಲ್ದಾಣ ನಿರ್ಮಾಣಕ್ಕೆ ಸೂಕ್ತವಾದ ಸ್ಥಳಗಳ ಆಯ್ಕೆ, ಭೂ ಸ್ವಾಧೀನ, ಸಂಪರ್ಕ ವ್ಯವಸ್ಥೆ ಮತ್ತು ಪರಿಸರ ಪರಿಣಾಮ ಕುರಿತು ಅಧ್ಯಯನ ನಡೆಸಲಾಗುತ್ತದೆ. [345,1740,777,1769]
